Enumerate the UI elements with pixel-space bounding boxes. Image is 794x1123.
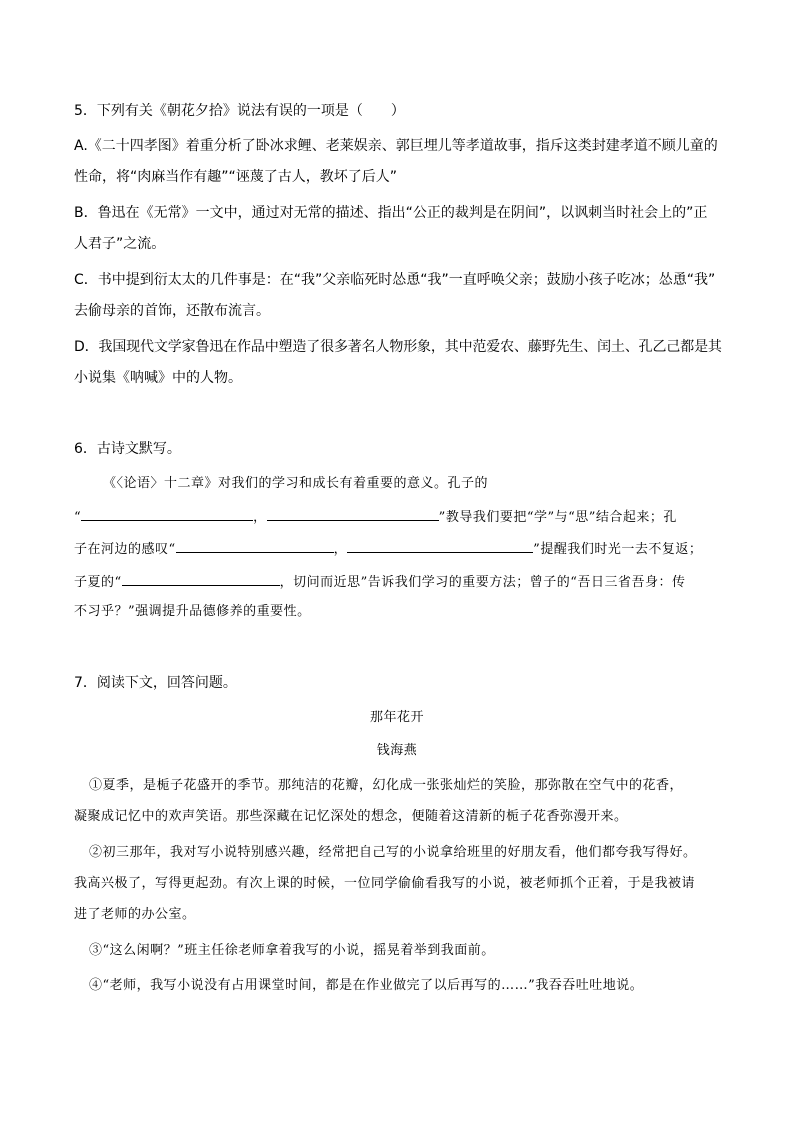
passage-p2-line1: ②初三那年，我对写小说特别感兴趣，经常把自己写的小说拿给班里的好朋友看，他们都夸我写得好。	[89, 845, 697, 860]
q6-line5: 不习乎？”强调提升品德修养的重要性。	[74, 604, 311, 619]
q5-option-b-line1: B．鲁迅在《无常》一文中，通过对无常的描述、指出“公正的裁判是在阴间”，以讽刺当时社会上的”正	[74, 205, 708, 221]
q6-blank-1[interactable]	[81, 506, 253, 521]
passage-p1-line1: ①夏季，是栀子花盛开的季节。那纯洁的花瓣，幻化成一张张灿烂的笑脸，那弥散在空气中的花香，	[89, 778, 684, 793]
q6-line3-start: 子在河边的感叹“	[74, 542, 176, 557]
q6-line1: 《〈论语〉十二章》对我们的学习和成长有着重要的意义。孔子的	[103, 476, 489, 491]
q5-option-b-line2: 人君子”之流。	[74, 236, 166, 252]
q6-line3	[74, 538, 702, 560]
passage-p2-line3: 进了老师的办公室。	[74, 907, 196, 922]
q5-option-c-line2: 去偷母亲的首饰，还散布流言。	[74, 303, 270, 319]
q6-line2	[74, 506, 677, 528]
passage-title: 那年花开	[369, 710, 424, 725]
passage-p4: ④“老师，我写小说没有占用课堂时间，都是在作业做完了以后再写的……”我吞吞吐吐地说。	[89, 978, 644, 993]
q6-line4	[74, 571, 685, 593]
passage-p2-line2: 我高兴极了，写得更起劲。有次上课的时候，一位同学偷偷看我写的小说，被老师抓个正着，于是我被请	[74, 876, 696, 891]
passage-author: 钱海燕	[376, 743, 418, 758]
q5-option-c-line1: C．书中提到衍太太的几件事是：在“我”父亲临死时怂恿“我”一直呼唤父亲；鼓励小孩子吃冰；怂恿“我”	[74, 272, 716, 288]
q6-line2-comma: ，	[253, 510, 267, 525]
q5-option-d-line2: 小说集《呐喊》中的人物。	[74, 370, 242, 386]
q6-line2-rest: ”教导我们要把“学”与“思”结合起来；孔	[438, 510, 677, 525]
q6-blank-4[interactable]	[347, 538, 533, 553]
q5-option-a-line2: 性命，将“肉麻当作有趣”“诬蔑了古人，教坏了后人”	[74, 169, 398, 185]
q6-blank-2[interactable]	[267, 506, 439, 521]
q6-stem: 6．古诗文默写。	[74, 441, 181, 457]
q6-line3-comma: ，	[333, 542, 348, 557]
q6-line3-rest: ”提醒我们时光一去不复返；	[533, 542, 703, 557]
q5-stem: 5．下列有关《朝花夕拾》说法有误的一项是（ ）	[74, 103, 405, 119]
q6-blank-5[interactable]	[122, 571, 280, 586]
passage-p3: ③“这么闲啊？”班主任徐老师拿着我写的小说，摇晃着举到我面前。	[89, 943, 495, 958]
q6-blank-3[interactable]	[176, 538, 334, 553]
q5-option-d-line1: D．我国现代文学家鲁迅在作品中塑造了很多著名人物形象，其中范爱农、藤野先生、闰土、孔乙己都是其	[74, 339, 722, 355]
q5-option-a-line1: A.《二十四孝图》着重分析了卧冰求鲤、老莱娱亲、郭巨埋儿等孝道故事，指斥这类封建孝道不顾儿童的	[74, 138, 718, 154]
passage-p1-line2: 凝聚成记忆中的欢声笑语。那些深藏在记忆深处的想念，便随着这清新的栀子花香弥漫开来。	[74, 809, 628, 824]
q7-stem: 7．阅读下文，回答问题。	[74, 675, 237, 691]
q6-line2-open-quote: “	[74, 510, 82, 525]
q6-line4-rest: ，切问而近思”告诉我们学习的重要方法；曾子的“吾日三省吾身：传	[279, 575, 686, 590]
q6-line4-start: 子夏的“	[74, 575, 122, 590]
